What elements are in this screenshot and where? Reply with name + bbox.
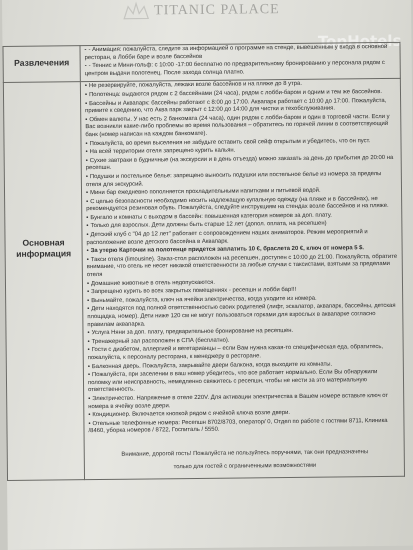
list-item: • Гости с диабетом, аллергией и вегетарианцы – если Вам нужна какая-то специфическая еда, обратитесь, пожалуйста, к персоналу ресторана, к менеджеру в ресторане. bbox=[87, 344, 384, 362]
list-item: • Запрещено курить во всех закрытых помещениях - ресепшн и лобби бар!!! bbox=[87, 287, 297, 296]
list-item: • Домашние животные в отель недопускаются. bbox=[86, 279, 216, 287]
list-item: • Электричество. Напряжение в отеле 220V. Для активации электричества в Вашем номере вставьте ключ от номера в ячейку возле двери. bbox=[88, 392, 389, 410]
info-table bbox=[2, 42, 405, 481]
list-item: • Подушки и постельное белье: запрещено выносить подушки или постельное белье из номера за пределы отеля для экскурсий. bbox=[85, 170, 382, 188]
list-item: • Пожалуйста, при заселении в ваш номер убедитесь, что все работает нормально. Если Вы обнаружили поломку или неисправность, немедленно свяжитесь с ресепшн, чтобы не нести за это материальную ответственность. bbox=[87, 369, 378, 394]
document-sheet bbox=[2, 0, 413, 550]
footer-notice bbox=[89, 434, 401, 472]
section-label: Развлечения bbox=[14, 57, 70, 68]
section-row-entertainment bbox=[3, 42, 400, 83]
section-row-general-info bbox=[3, 79, 404, 481]
section-content bbox=[80, 79, 404, 480]
list-item: • Такси отеля (limousine). Заказ-стол расположен на ресепшен, доступен с 10:00 до 21:00. Пожалуйста, обратите внимание, что отель не несет никакой ответственности за любые случаи с таксистами, взятыми за пределами отеля bbox=[86, 253, 398, 279]
list-item: • Сухие завтраки в будничные (на экскурсии и в день отъезда) можно заказать за день до прибытия до 20:00 на ресепшн. bbox=[85, 154, 394, 172]
section-label-cell bbox=[3, 46, 80, 83]
list-item: • Бунгало и комнаты с выходом в бассейн: повышенная категория номеров за доп. плату. bbox=[86, 212, 332, 222]
list-item: • Отельные телефонные номера: Ресепшн 8702/8703, оператор/ 0, Отдел по работе с гостями 8711, Клиника /8460, уборка номеров / 8722, Госпиталь / 5550. bbox=[88, 417, 388, 435]
list-item: • Обмен валюты. У нас есть 2 банкомата (24 часа), один рядом с лобби-баром и один в торговой части. Если у Вас возникли какие-либо проблемы во время пользования – обратитесь по горячей линии в соответствующий банк (номер написан на каждом банкомате). bbox=[85, 113, 390, 139]
list-item: • Тренажерный зал расположен в СПА (бесплатно). bbox=[87, 337, 230, 345]
footer-line: только для гостей с ограниченными возможностями bbox=[173, 462, 317, 471]
list-item: • За утерю Карточки на полотенце придется заплатить 10 €, браслета 20 €, ключ от номера 5 $. bbox=[86, 245, 365, 255]
list-item: • Кондиционер. Включается кнопкой рядом с ячейкой ключа возле двери. bbox=[88, 410, 291, 419]
list-item: • Только для взрослых. Дети должны быть старше 12 лет (допол. оплата, на ресепшен) bbox=[86, 221, 327, 230]
list-item: • Бассейны и Аквапарк: бассейны работают с 8:00 до 17:00. Аквапарк работает с 10:00 до 17:00. Пожалуйста, примите к сведению, что Аква парк закрыт с 12:00 до 14:00 для чистки и техобслуживания. bbox=[85, 97, 387, 115]
list-item: • Пожалуйста, во время выселения не забудьте оставить свой сейф открытым и убедитесь, что он пуст. bbox=[85, 137, 371, 147]
list-item: • Балконная дверь. Пожалуйста, закрывайте двери балкона, когда выходите из комнаты. bbox=[87, 361, 333, 370]
list-item: • Выньмайте, пожалуйста, ключ на ячейки электричества, когда уходите из номера. bbox=[87, 295, 317, 304]
list-item: • Мини бар ежедневно пополняется прохладительными напитками и питьевой водой. bbox=[85, 187, 321, 197]
list-item: • Услуга Няни за доп. плату, предварительное бронирование на ресепшен. bbox=[87, 328, 294, 337]
watermark: TopHotels bbox=[317, 31, 402, 51]
list-item: • На всей территории отеля запрещено курить кальян. bbox=[85, 147, 236, 156]
list-item: • Полотенца: выдаются рядом с 2 бассейнами (24 часа), рядом с лобби-баром и одним и тем же бассейнов. bbox=[84, 88, 382, 99]
list-item: • Не резервируйте, пожалуйста, лежаки возле бассейнов и на пляже до 8 утра. bbox=[84, 81, 302, 90]
footer-line: Внимание, дорогой гость! Пожалуйста не пользуйтесь поручнями, так они предназначены bbox=[121, 449, 369, 458]
list-item: • Детский клуб с "04 до 12 лет" работает с сопровождением наших аниматоров. Режим мероприятий и расположение возле детского бассейна в Аквапарк. bbox=[86, 229, 368, 246]
section-label-cell bbox=[3, 82, 84, 480]
crown-logo-icon bbox=[122, 0, 150, 22]
section-content bbox=[80, 42, 400, 82]
hotel-logo-text: TITANIC PALACE bbox=[154, 2, 280, 19]
list-item: - - Анимация: пожалуйста, следите за информацией о программе на стенде, вывешенным у входа в основной ресторан, в Лобби баре и возле бассейнов bbox=[84, 43, 388, 61]
list-item: - - Теннис и Мини-гольф: с 10:00 -17:00 бесплатно по предварительному бронированию у персонала рядом с центром выдачи полотенец. После захода солнца платно. bbox=[84, 60, 385, 77]
list-item: • Дети находятся под полной ответственностью своих родителей (лифт, эскалатор, аквапарк, бассейны, детская площадка, номер). Дети ниже 120 см не могут пользоваться горками для взрослых в аквапарке согласно правилам аквапарка. bbox=[87, 303, 396, 328]
section-label: Основная информация bbox=[16, 237, 72, 260]
list-item: • С целью безопасности необходимо носить надлежащую купальную одежду (на пляже и в бассейнах), не рекомендуется резиновая обувь. Пожалуйста, следуйте инструкциям на стендах возле бассейнов и на пляже. bbox=[86, 195, 389, 213]
